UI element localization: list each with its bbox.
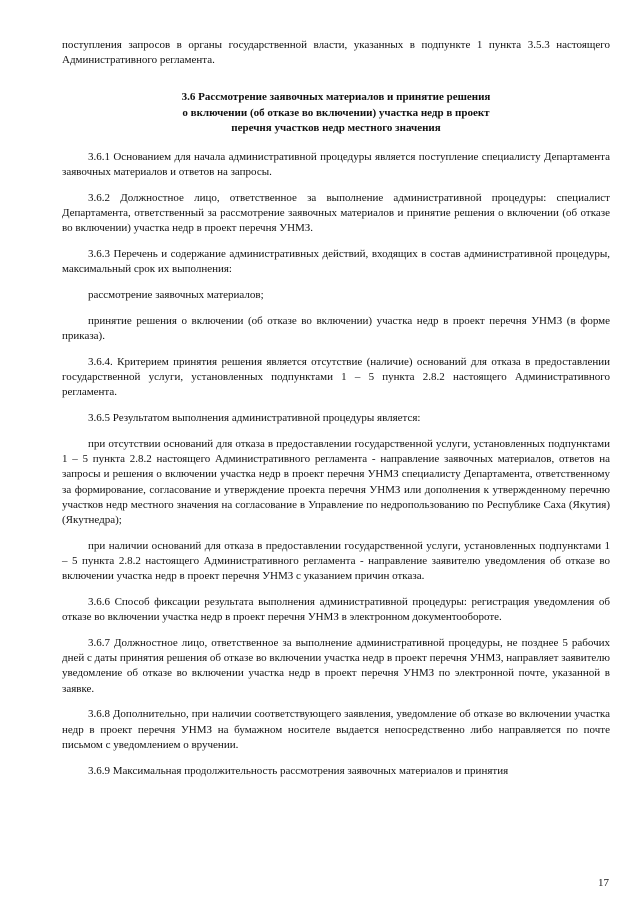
paragraph-list-item: рассмотрение заявочных материалов; (88, 289, 264, 302)
paragraph-3-6-4: 3.6.4. Критерием принятия решения является отсутствие (наличие) оснований для отказа в предоставлении государственной услуги, установленных подпунктами 1 – 5 пункта 2.8.2 настоящего Административного регламента. (62, 356, 610, 399)
paragraph-list-item: принятие решения о включении (об отказе во включении) участка недр в проект перечня УНМЗ (в форме приказа). (62, 315, 610, 343)
page-number: 17 (598, 877, 609, 889)
paragraph-3-6-7: 3.6.7 Должностное лицо, ответственное за выполнение административной процедуры, не позднее 5 рабочих дней с даты принятия решения об отказе во включении участка недр в проект перечня УНМЗ, направляет заявителю уведомление об отказе во включении участка недр в проект перечня УНМЗ по электронной почте, указанной в заявке. (62, 637, 610, 695)
section-heading-line: о включении (об отказе во включении) участка недр в проект (182, 106, 490, 119)
section-heading-line: перечня участков недр местного значения (231, 121, 441, 134)
paragraph-result-with-grounds: при наличии оснований для отказа в предоставлении государственной услуги, установленных подпунктами 1 – 5 пункта 2.8.2 настоящего Административного регламента - направление заявителю уведомления об отказе во включении участка недр в проект перечня УНМЗ с указанием причин отказа. (62, 539, 610, 583)
paragraph-3-6-8: 3.6.8 Дополнительно, при наличии соответствующего заявления, уведомление об отказе во включении участка недр в проект перечня УНМЗ на бумажном носителе выдается непосредственно либо направляется по почте письмом с уведомлением о вручении. (62, 708, 610, 751)
section-heading-3-6 (62, 90, 610, 136)
paragraph-3-6-6: 3.6.6 Способ фиксации результата выполнения административной процедуры: регистрация уведомления об отказе во включении участка недр в проект перечня УНМЗ в электронном документообороте. (62, 596, 610, 624)
paragraph-3-6-1: 3.6.1 Основанием для начала административной процедуры является поступление специалисту Департамента заявочных материалов и ответов на запросы. (62, 151, 610, 179)
paragraph-3-6-5: 3.6.5 Результатом выполнения административной процедуры является: (88, 412, 421, 425)
paragraph-3-6-3: 3.6.3 Перечень и содержание административных действий, входящих в состав административной процедуры, максимальный срок их выполнения: (62, 248, 610, 276)
paragraph-continued: поступления запросов в органы государственной власти, указанных в подпункте 1 пункта 3.5.3 настоящего Административного регламента. (62, 39, 610, 67)
paragraph-result-no-grounds: при отсутствии оснований для отказа в предоставлении государственной услуги, установленных подпунктами 1 – 5 пункта 2.8.2 настоящего Административного регламента - направление заявочных материалов, ответов на запросы и решения о включении участка недр в проект перечня УНМЗ специалисту Департамента, ответственному за формирование, согласование и утверждение проекта перечня УНМЗ или дополнения к утвержденному перечню участков недр местного значения на согласование в Управление по недропользованию по Республике Саха (Якутия) (Якутнедра); (62, 438, 610, 527)
section-heading-line: 3.6 Рассмотрение заявочных материалов и принятие решения (181, 91, 491, 104)
document-page (62, 38, 610, 779)
paragraph-3-6-9: 3.6.9 Максимальная продолжительность рассмотрения заявочных материалов и принятия (88, 764, 509, 777)
paragraph-3-6-2: 3.6.2 Должностное лицо, ответственное за выполнение административной процедуры: специалист Департамента, ответственный за рассмотрение заявочных материалов и принятие решения о включении (об отказе во включении) участка недр в проект перечня УНМЗ. (62, 192, 610, 235)
